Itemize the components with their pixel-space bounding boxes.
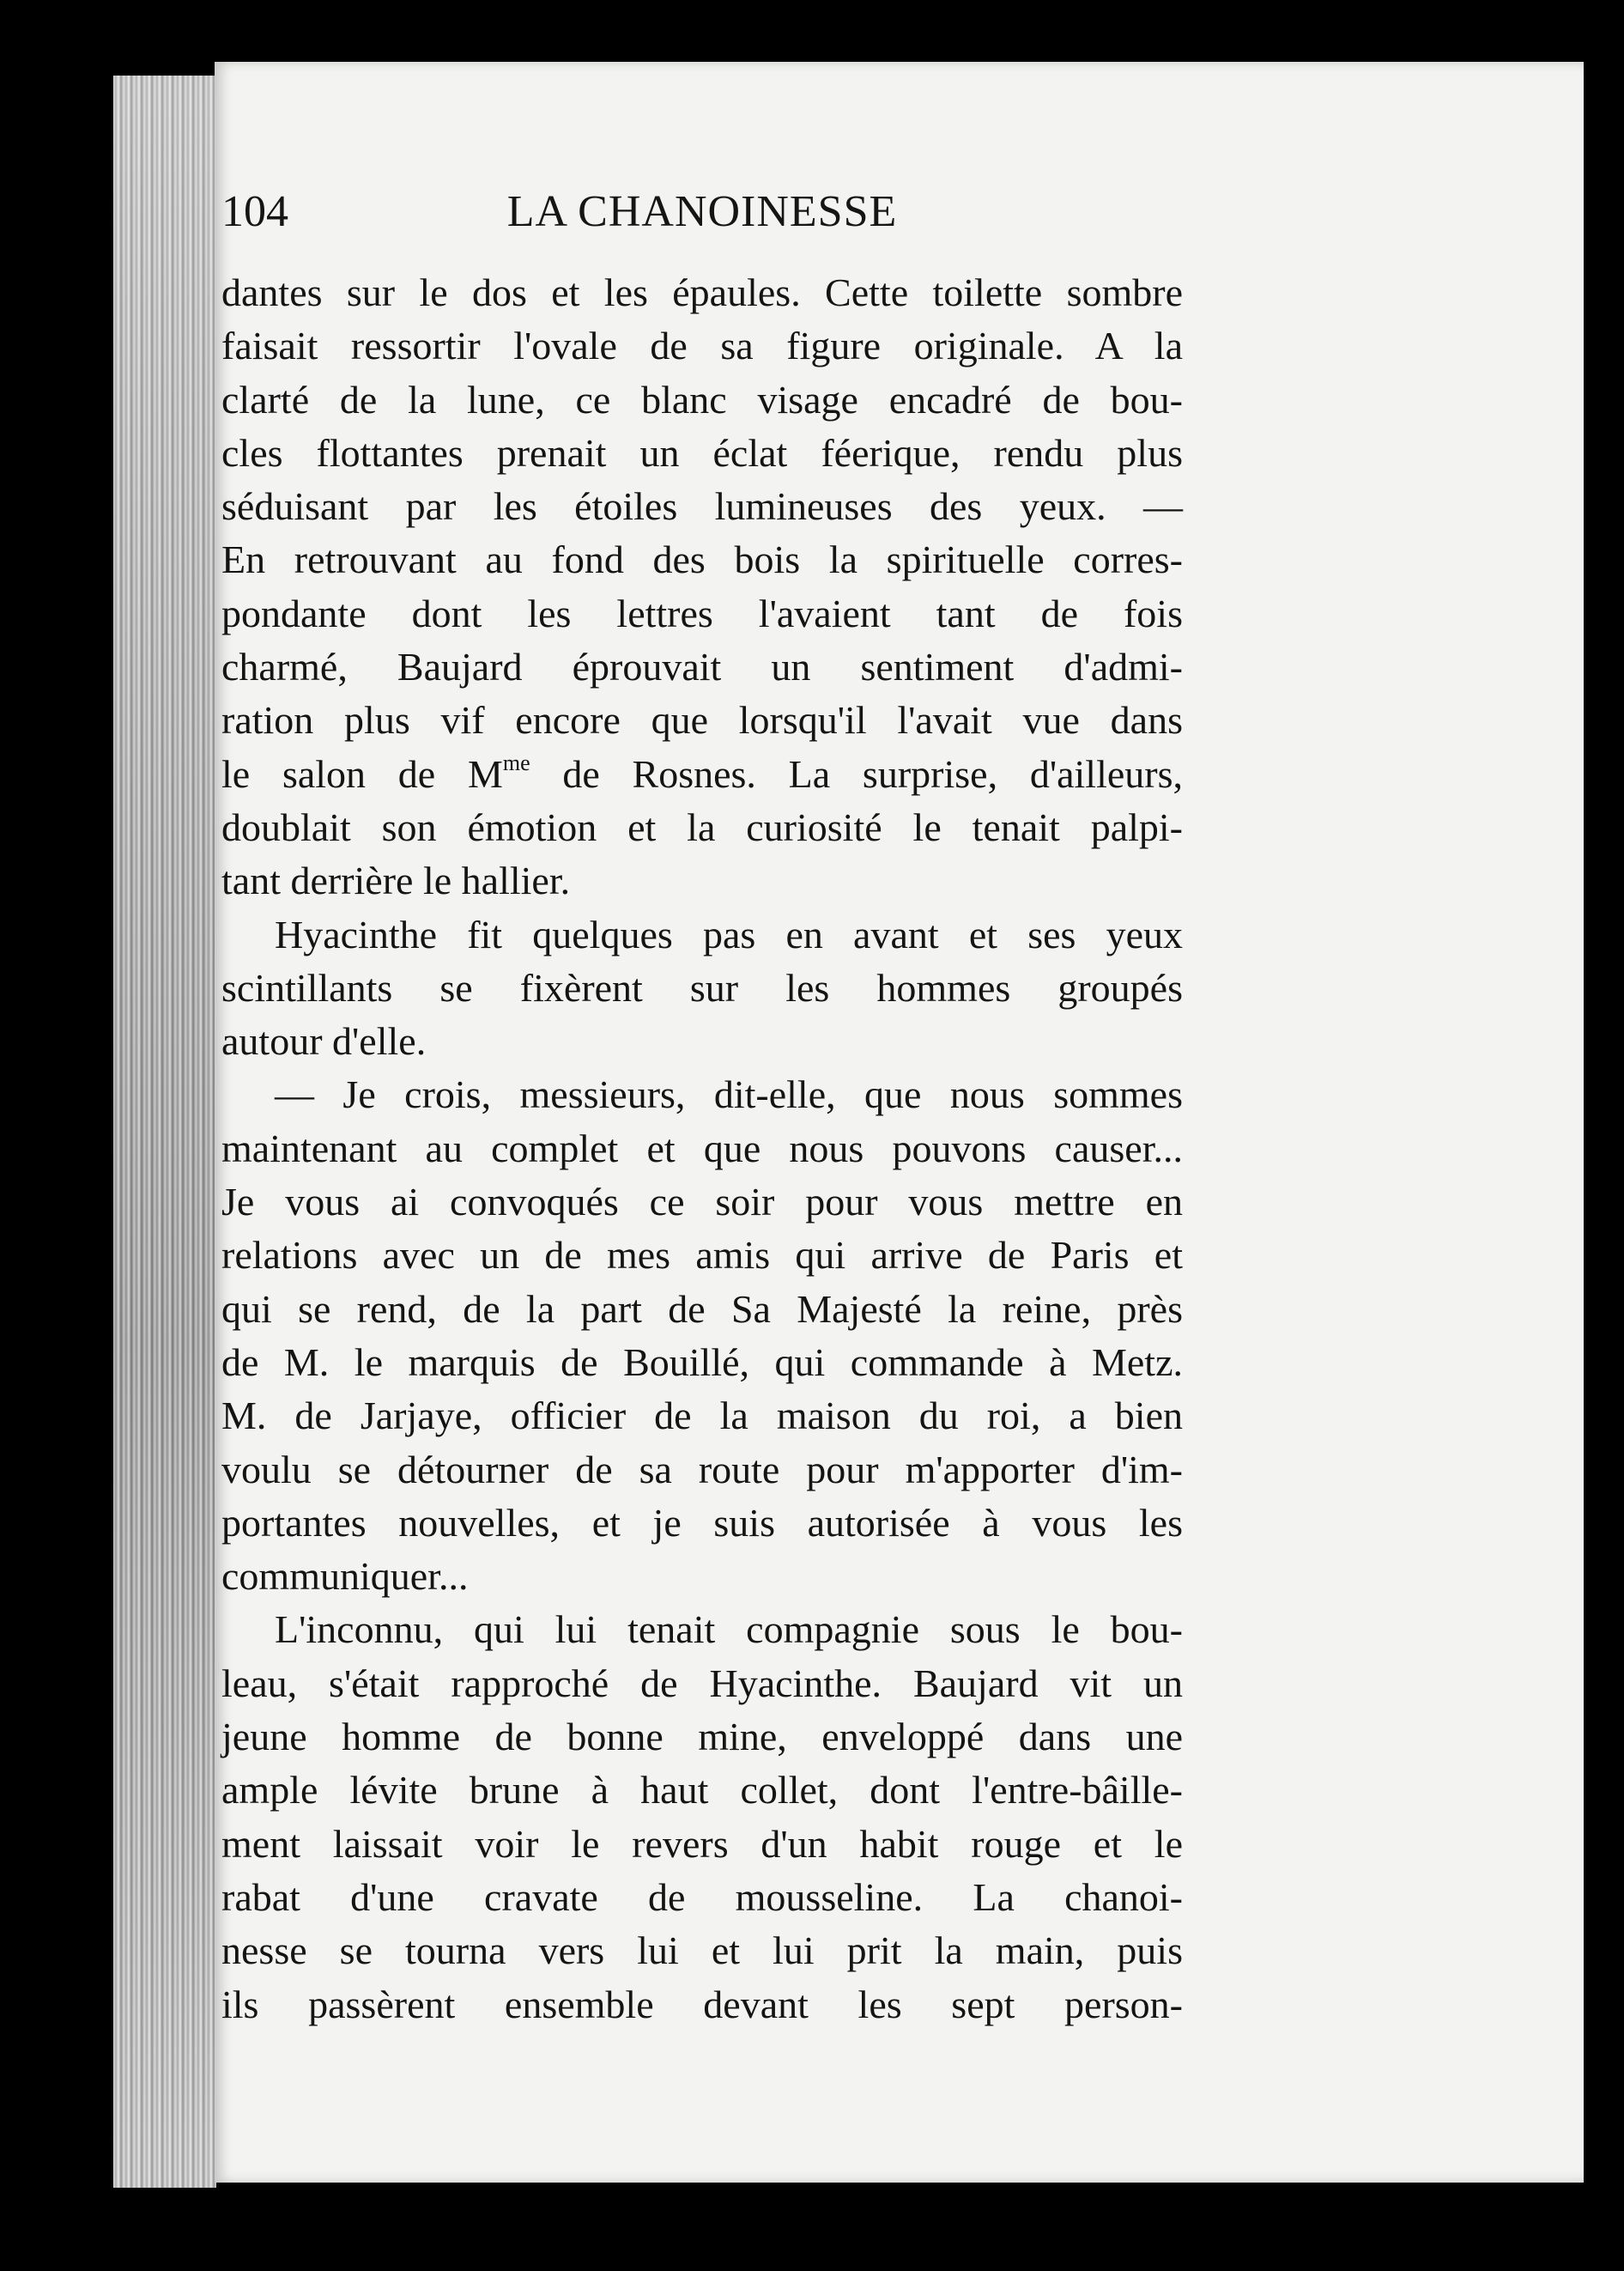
text-line: Je vous ai convoqués ce soir pour vous mettre en [221,1180,1183,1224]
text-line: En retrouvant au fond des bois la spirituelle corres- [221,537,1183,582]
text-line: relations avec un de mes amis qui arrive de Paris et [221,1233,1183,1278]
text-line: ample lévite brune à haut collet, dont l'entre-bâille- [221,1768,1183,1813]
text-line: ment laissait voir le revers d'un habit rouge et le [221,1821,1183,1866]
paragraph-3 [221,1068,1183,1603]
running-title: LA CHANOINESSE [506,187,898,236]
paragraph-4 [221,1603,1183,2031]
page-block-edge [113,76,216,2188]
text-line: jeune homme de bonne mine, enveloppé dans une [221,1715,1183,1759]
text-line-mme [221,748,1183,801]
text-line: Hyacinthe fit quelques pas en avant et ses yeux [275,912,1183,956]
text-line: leau, s'était rapproché de Hyacinthe. Baujard vit un [221,1661,1183,1705]
body-text [221,266,1183,2031]
paragraph-2 [221,908,1183,1069]
text-line: séduisant par les étoiles lumineuses des yeux. — [221,484,1183,529]
text-line: tant derrière le hallier. [221,859,571,903]
text-line: charmé, Baujard éprouvait un sentiment d'admi- [221,645,1183,689]
paragraph-1 [221,266,1183,908]
text-line: cles flottantes prenait un éclat féerique, rendu plus [221,430,1183,475]
page-number: 104 [221,187,288,236]
text-line: qui se rend, de la part de Sa Majesté la reine, près [221,1286,1183,1331]
text-line: ils passèrent ensemble devant les sept person- [221,1982,1183,2026]
text-line: autour d'elle. [221,1019,427,1064]
text-line: L'inconnu, qui lui tenait compagnie sous le bou- [275,1607,1183,1652]
text-line: faisait ressortir l'ovale de sa figure originale. A la [221,324,1183,368]
text-fragment: le salon de M [221,751,503,796]
text-line: clarté de la lune, ce blanc visage encadré de bou- [221,377,1183,422]
text-fragment: de Rosnes. La surprise, d'ailleurs, [530,751,1183,796]
text-line: scintillants se fixèrent sur les hommes groupés [221,965,1183,1010]
page-header [221,182,1183,242]
superscript-me: me [502,750,530,775]
text-line: M. de Jarjaye, officier de la maison du roi, a bien [221,1394,1183,1438]
text-line: portantes nouvelles, et je suis autorisée à vous les [221,1500,1183,1545]
text-line: communiquer... [221,1554,469,1599]
text-line: dantes sur le dos et les épaules. Cette toilette sombre [221,270,1183,314]
text-line: — Je crois, messieurs, dit-elle, que nous sommes [275,1072,1183,1117]
text-line: rabat d'une cravate de mousseline. La chanoi- [221,1874,1183,1919]
text-line: de M. le marquis de Bouillé, qui commande à Metz. [221,1339,1183,1384]
text-line: voulu se détourner de sa route pour m'apporter d'im- [221,1447,1183,1491]
text-line: nesse se tourna vers lui et lui prit la main, puis [221,1928,1183,1973]
text-line: maintenant au complet et que nous pouvons causer... [221,1126,1183,1170]
text-line: pondante dont les lettres l'avaient tant de fois [221,591,1183,635]
text-line: doublait son émotion et la curiosité le tenait palpi- [221,805,1183,849]
text-line: ration plus vif encore que lorsqu'il l'avait vue dans [221,698,1183,743]
